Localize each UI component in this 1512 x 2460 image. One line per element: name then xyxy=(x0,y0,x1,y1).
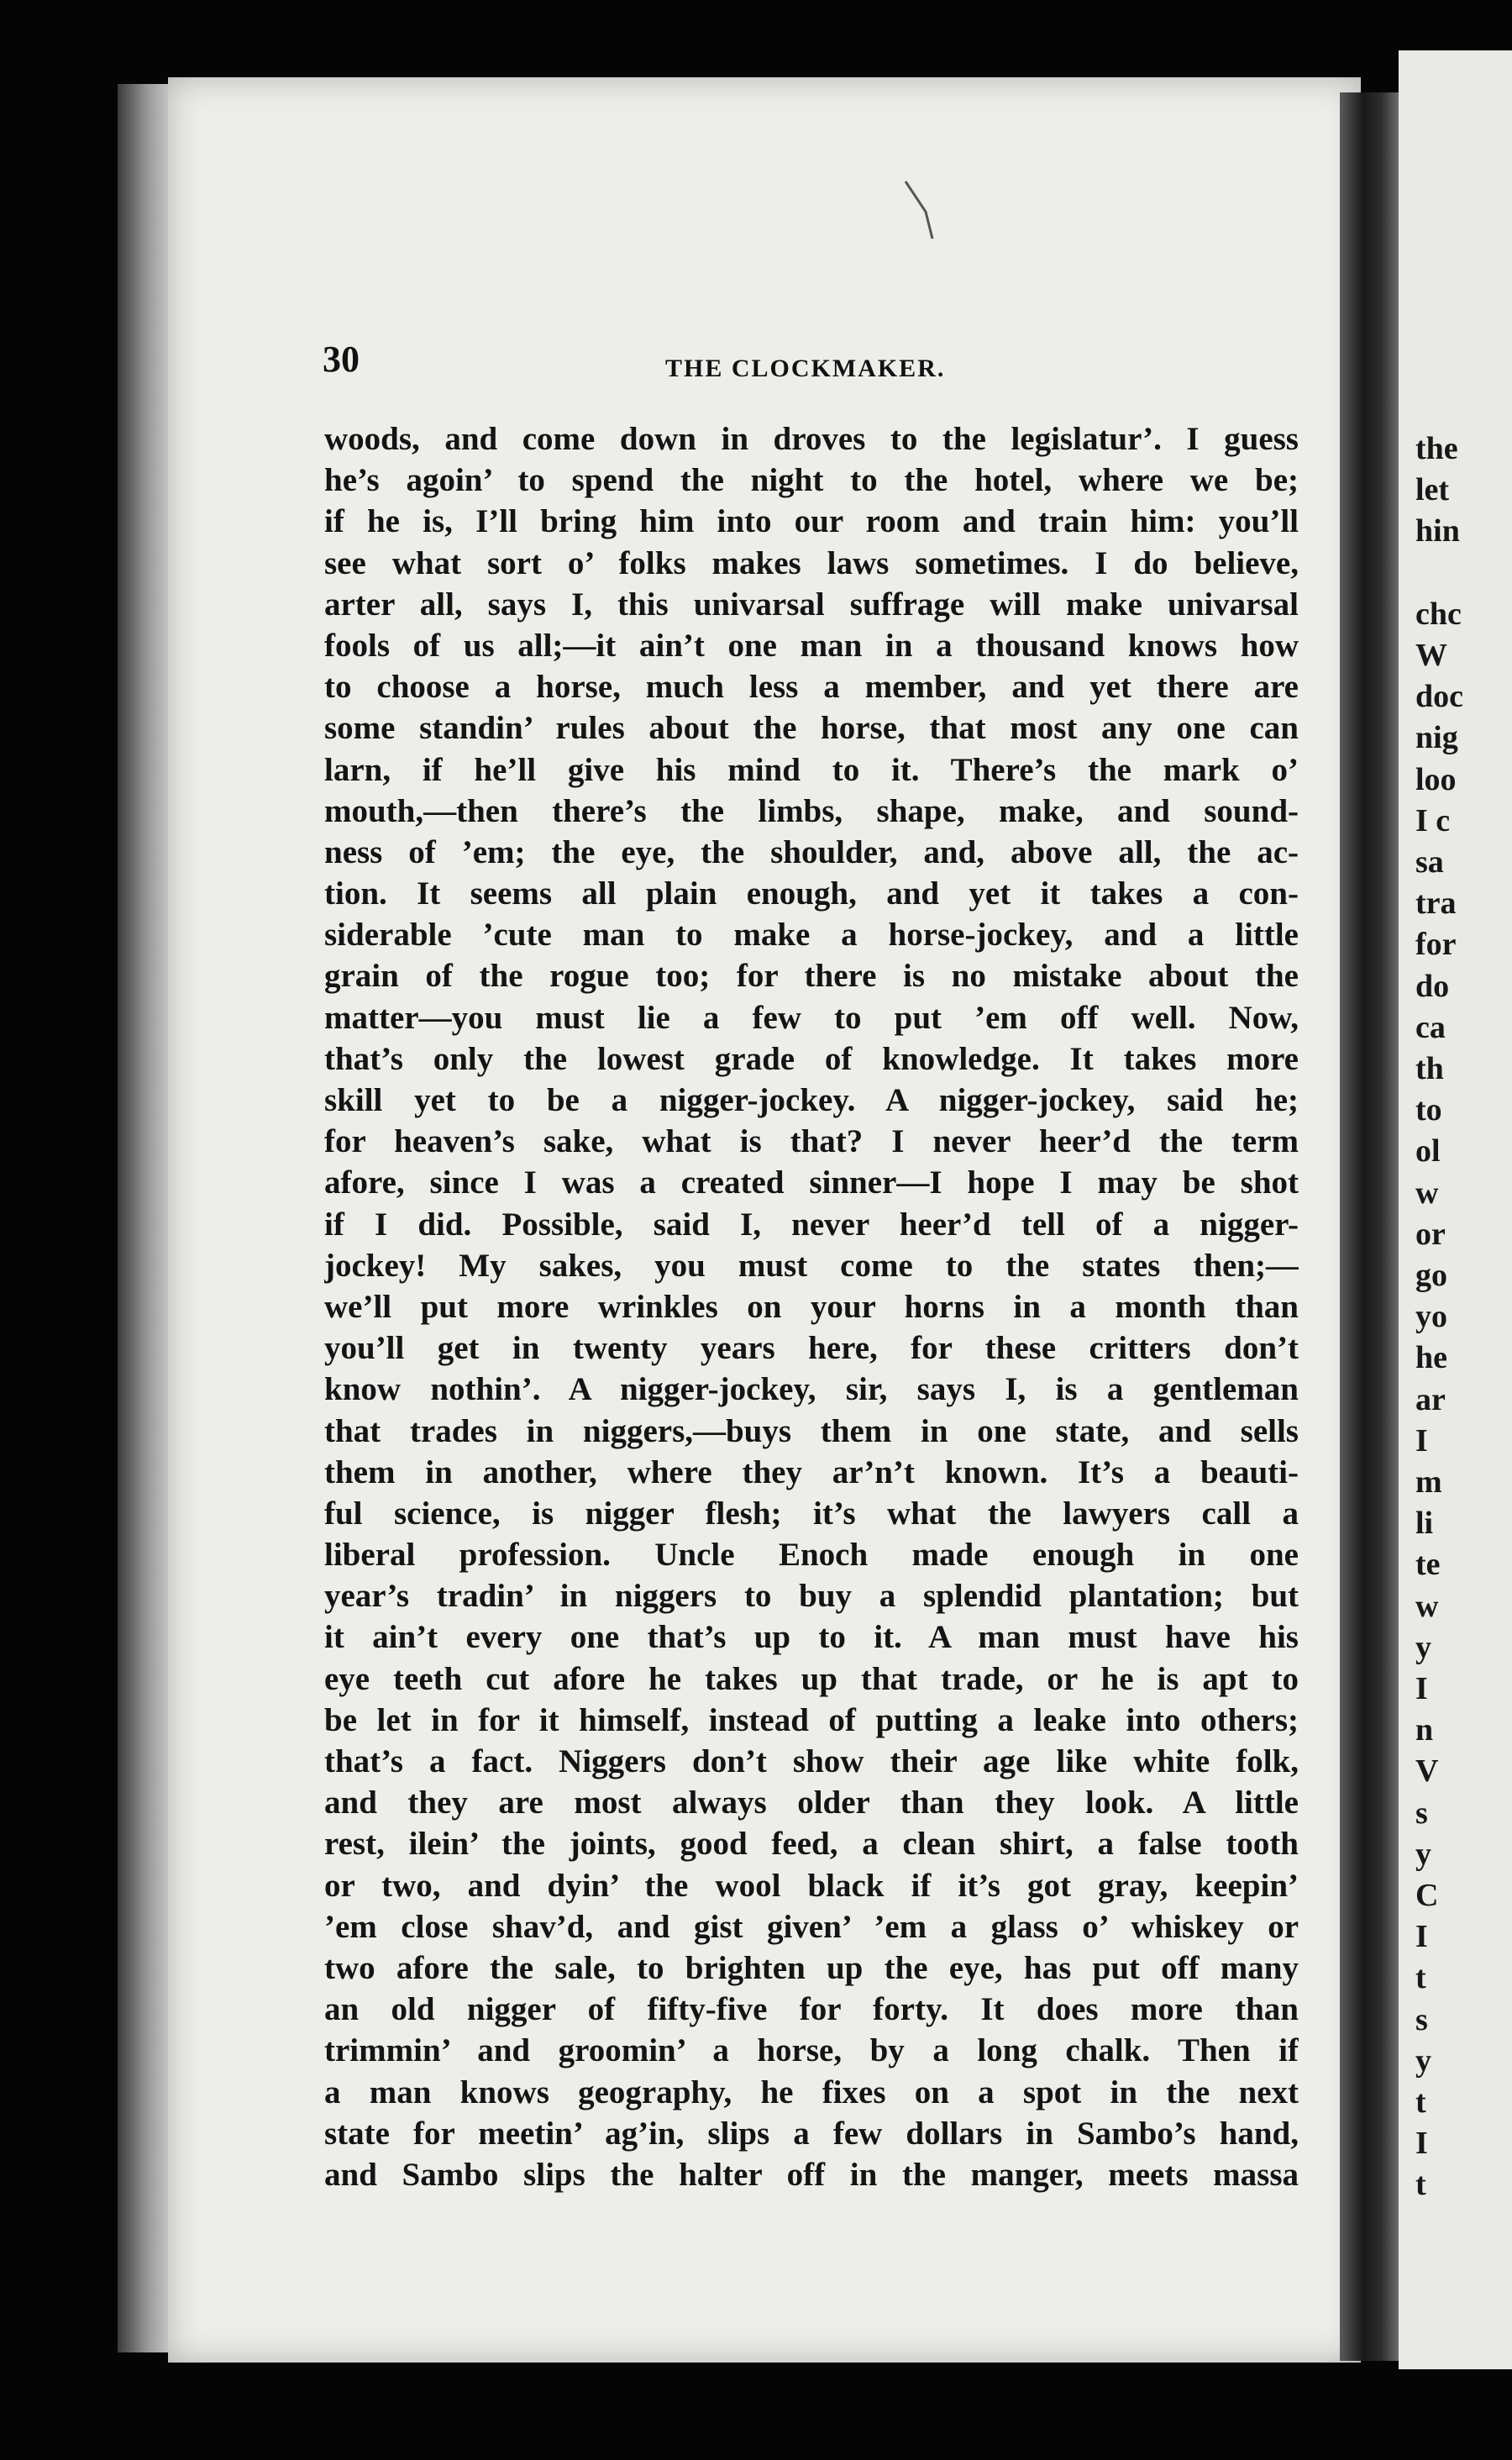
facing-page-fragment: he xyxy=(1415,1340,1447,1376)
facing-page-fragment: s xyxy=(1415,1795,1428,1831)
facing-page-fragment: t xyxy=(1415,2167,1426,2203)
facing-page-edge xyxy=(1399,50,1512,2369)
text-line: woods, and come down in droves to the legislatur’. I guess xyxy=(324,421,1299,457)
text-line: and Sambo slips the halter off in the manger, meets massa xyxy=(324,2156,1299,2193)
facing-page-fragment: I xyxy=(1415,2126,1428,2162)
text-line: to choose a horse, much less a member, and yet there are xyxy=(324,669,1299,706)
facing-page-fragment: V xyxy=(1415,1753,1439,1790)
facing-page-fragment: te xyxy=(1415,1547,1441,1583)
facing-page-fragment: m xyxy=(1415,1464,1442,1500)
text-line: see what sort o’ folks makes laws sometimes. I do believe, xyxy=(324,544,1299,581)
text-line: you’ll get in twenty years here, for these critters don’t xyxy=(324,1330,1299,1367)
text-line: we’ll put more wrinkles on your horns in a month than xyxy=(324,1288,1299,1325)
facing-page-fragment: loo xyxy=(1415,761,1457,797)
text-line: that’s only the lowest grade of knowledge. It takes more xyxy=(324,1040,1299,1077)
facing-page-fragment: I xyxy=(1415,1671,1428,1706)
text-line: tion. It seems all plain enough, and yet it takes a con- xyxy=(324,875,1299,912)
text-line: skill yet to be a nigger-jockey. A nigger-jockey, said he; xyxy=(324,1082,1299,1118)
text-line: liberal profession. Uncle Enoch made enough in one xyxy=(324,1537,1299,1574)
facing-page-fragment: I c xyxy=(1415,802,1451,838)
text-line: some standin’ rules about the horse, that most any one can xyxy=(324,710,1299,747)
text-line: arter all, says I, this univarsal suffrage will make univarsal xyxy=(324,586,1299,623)
text-line: jockey! My sakes, you must come to the states then;— xyxy=(324,1247,1299,1284)
facing-page-fragment: ca xyxy=(1415,1009,1446,1045)
facing-page-fragment: I xyxy=(1415,1422,1428,1459)
facing-page-fragment: yo xyxy=(1415,1299,1447,1335)
facing-page-fragment: chc xyxy=(1415,596,1462,632)
facing-page-fragment: w xyxy=(1415,1588,1439,1624)
text-line: two afore the sale, to brighten up the eye, has put off many xyxy=(324,1949,1299,1986)
facing-page-fragment: ar xyxy=(1415,1381,1446,1417)
text-line: and they are most always older than they look. A little xyxy=(324,1785,1299,1821)
facing-page-fragment: go xyxy=(1415,1258,1447,1293)
facing-page-fragment: y xyxy=(1415,2042,1431,2079)
pencil-mark-icon xyxy=(899,178,949,245)
facing-page-fragment: y xyxy=(1415,1836,1431,1872)
text-line: matter—you must lie a few to put ’em off well. Now, xyxy=(324,999,1299,1036)
facing-page-fragment: do xyxy=(1415,968,1450,1004)
text-line: eye teeth cut afore he takes up that trade, or he is apt to xyxy=(324,1660,1299,1697)
facing-page-fragment: sa xyxy=(1415,844,1444,880)
text-line: them in another, where they ar’n’t known. It’s a beauti- xyxy=(324,1453,1299,1490)
facing-page-fragment: to xyxy=(1415,1092,1442,1128)
text-line: mouth,—then there’s the limbs, shape, make, and sound- xyxy=(324,792,1299,829)
text-line: fools of us all;—it ain’t one man in a thousand knows how xyxy=(324,627,1299,664)
text-line: ’em close shav’d, and gist given’ ’em a glass o’ whiskey or xyxy=(324,1908,1299,1945)
facing-page-fragment: ol xyxy=(1415,1133,1441,1170)
facing-page-fragment: t xyxy=(1415,2084,1426,2120)
facing-page-fragment: s xyxy=(1415,2001,1428,2037)
text-line: that’s a fact. Niggers don’t show their age like white folk, xyxy=(324,1743,1299,1779)
facing-page-fragment: W xyxy=(1415,638,1447,673)
text-line: grain of the rogue too; for there is no mistake about the xyxy=(324,958,1299,995)
text-line: an old nigger of fifty-five for forty. It does more than xyxy=(324,1991,1299,2028)
text-line: siderable ’cute man to make a horse-jockey, and a little xyxy=(324,917,1299,954)
text-line: it ain’t every one that’s up to it. A man must have his xyxy=(324,1619,1299,1656)
text-line: for heaven’s sake, what is that? I never heer’d the term xyxy=(324,1123,1299,1160)
page-header xyxy=(323,338,1305,388)
facing-page-fragment: for xyxy=(1415,927,1457,963)
facing-page-fragment: or xyxy=(1415,1216,1446,1252)
text-line: year’s tradin’ in niggers to buy a splendid plantation; but xyxy=(324,1578,1299,1615)
text-line: ful science, is nigger flesh; it’s what the lawyers call a xyxy=(324,1495,1299,1532)
text-line: if he is, I’ll bring him into our room and train him: you’ll xyxy=(324,503,1299,540)
text-line: or two, and dyin’ the wool black if it’s got gray, keepin’ xyxy=(324,1867,1299,1904)
text-line: larn, if he’ll give his mind to it. There’s the mark o’ xyxy=(324,751,1299,788)
text-line: he’s agoin’ to spend the night to the hotel, where we be; xyxy=(324,462,1299,499)
text-line: rest, ilein’ the joints, good feed, a clean shirt, a false tooth xyxy=(324,1826,1299,1863)
facing-page-fragment: the xyxy=(1415,431,1458,466)
text-line: a man knows geography, he fixes on a spot in the next xyxy=(324,2074,1299,2110)
text-line: be let in for it himself, instead of putting a leake into others; xyxy=(324,1701,1299,1738)
facing-page-fragment: th xyxy=(1415,1051,1444,1086)
text-line: know nothin’. A nigger-jockey, sir, says I, is a gentleman xyxy=(324,1371,1299,1408)
facing-page-fragment: li xyxy=(1415,1506,1434,1542)
facing-page-fragment: hin xyxy=(1415,513,1460,549)
facing-page-fragment: y xyxy=(1415,1629,1431,1665)
facing-page-fragment: doc xyxy=(1415,679,1463,715)
text-line: if I did. Possible, said I, never heer’d tell of a nigger- xyxy=(324,1206,1299,1243)
page-body-text xyxy=(324,418,1299,2195)
facing-page-fragment: C xyxy=(1415,1878,1439,1913)
center-gutter xyxy=(1340,92,1399,2361)
facing-page-fragment: t xyxy=(1415,1960,1426,1996)
text-line: state for meetin’ ag’in, slips a few dollars in Sambo’s hand, xyxy=(324,2115,1299,2152)
facing-page-fragment: let xyxy=(1415,472,1450,508)
text-line: ness of ’em; the eye, the shoulder, and, above all, the ac- xyxy=(324,833,1299,870)
facing-page-fragment: tra xyxy=(1415,886,1457,922)
facing-page-fragment: n xyxy=(1415,1712,1434,1748)
text-line: trimmin’ and groomin’ a horse, by a long chalk. Then if xyxy=(324,2032,1299,2069)
facing-page-fragment: nig xyxy=(1415,720,1458,756)
running-head: THE CLOCKMAKER. xyxy=(665,355,946,382)
facing-page-fragment: I xyxy=(1415,1919,1428,1955)
text-line: afore, since I was a created sinner—I hope I may be shot xyxy=(324,1164,1299,1201)
facing-page-fragment: w xyxy=(1415,1175,1439,1211)
text-line: that trades in niggers,—buys them in one state, and sells xyxy=(324,1412,1299,1449)
page-number: 30 xyxy=(323,339,360,380)
